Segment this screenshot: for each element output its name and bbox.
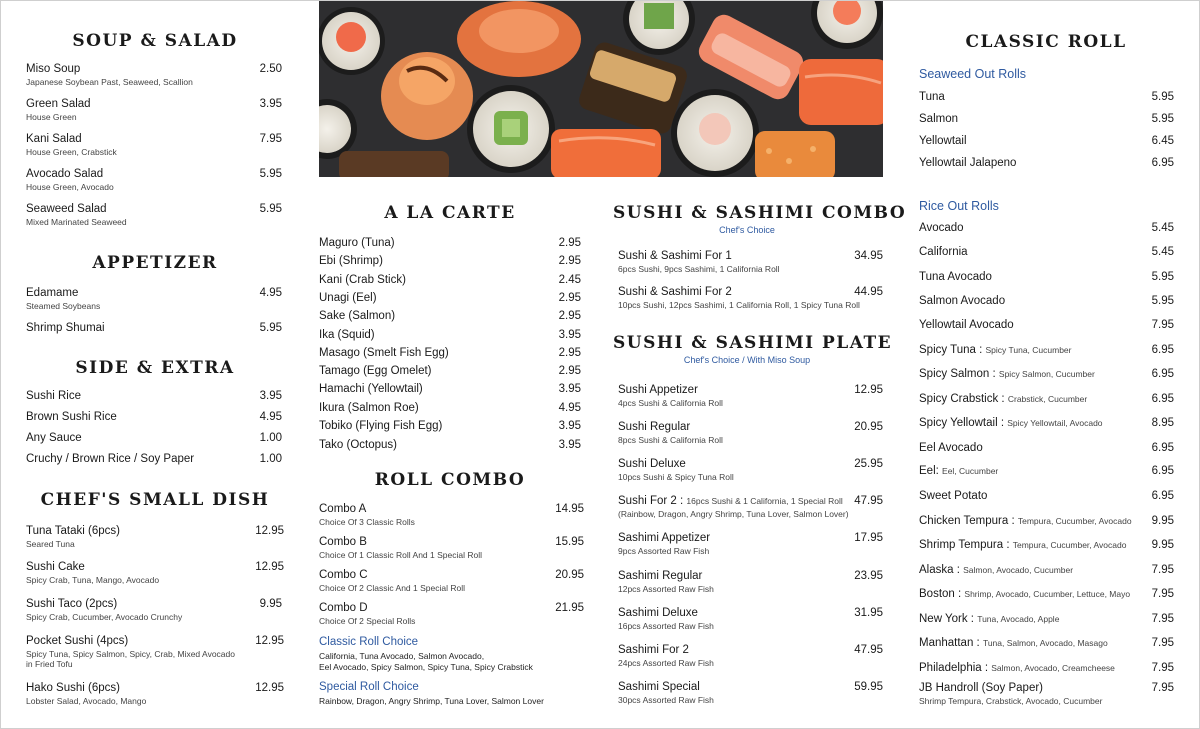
classic-roll-choice-line2: Eel Avocado, Spicy Salmon, Spicy Tuna, Spicy Crabstick (319, 662, 533, 672)
sushi-combo-note: Chef's Choice (719, 225, 775, 235)
soup-salad-title: SOUP & SALAD (72, 31, 238, 51)
special-roll-choice-label: Special Roll Choice (319, 681, 419, 693)
classic-roll-title: CLASSIC ROLL (965, 32, 1127, 52)
sushi-combo-title: SUSHI & SASHIMI COMBO (613, 203, 907, 223)
a-la-carte-title: A LA CARTE (384, 203, 516, 223)
menu-page: SOUP & SALAD Miso Soup 2.50 Japanese Soybean Past, Seaweed, Scallion Green Salad 3.95 House Green Kani Salad 7.95 House Green, Crabstick Avocado Salad 5.95 House Green, Avocado Seaweed Salad 5.95 Mixed Marinated Seaweed APPETIZER Edamame 4.95 Steamed Soybeans Shrimp Shumai 5.95 SIDE & EXTRA Sushi Rice 3.95 Brown Sushi Rice 4.95 Any Sauce 1.00 Cruchy / Brown Rice / Soy Paper 1.00 CHEF'S SMALL DISH Tuna Tataki (6pcs) 12.95 Seared Tuna Sushi Cake 12.95 Spicy Crab, Tuna, Mango, Avocado Sushi Taco (2pcs) 9.95 Spicy Crab, Cucumber, Avocado Crunchy Pocket Sushi (4pcs) 12.95 Spicy Tuna, Spicy Salmon, Spicy, Crab, Mixed Avocado in Fried Tofu Hako Sushi (6pcs) 12.95 Lobster Salad, Avocado, Mango A LA CARTE Maguro (Tuna) 2.95 Ebi (Shrimp) 2.95 Kani (Crab Stick) 2.45 Unagi (Eel) 2.95 Sake (Salmon) 2.95 Ika (Squid) 3.95 Masago (Smelt Fish Egg) 2.95 Tamago (Egg Omelet) 2.95 Hamachi (Yellowtail) 3.95 Ikura (Salmon Roe) 4.95 Tobiko (Flying Fish Egg) 3.95 Tako (Octopus) 3.95 ROLL COMBO Combo A 14.95 Choice Of 3 Classic Rolls Combo B 15.95 Choice Of 1 Classic Roll And 1 Special Roll Combo C 20.95 Choice Of 2 Classic And 1 Special Roll Combo D 21.95 Choice Of 2 Special Rolls Classic Roll Choice California, Tuna Avocado, Salmon Avocado, Eel Avocado, Spicy Salmon, Spicy Tuna, Spicy Crabstick Special Roll Choice Rainbow, Dragon, Angry Shrimp, Tuna Lover, Salmon Lover SUSHI & SASHIMI COMBO Chef's Choice Sushi & Sashimi For 1 34.95 6pcs Sushi, 9pcs Sashimi, 1 California Roll Sushi & Sashimi For 2 44.95 10pcs Sushi, 12pcs Sashimi, 1 California Roll, 1 Spicy Tuna Roll SUSHI & SASHIMI PLATE Chef's Choice / With Miso Soup Sushi Appetizer 12.95 4pcs Sushi & California Roll Sushi Regular 20.95 8pcs Sushi & California Roll Sushi Deluxe 25.95 10pcs Sushi & Spicy Tuna Roll Sushi For 2 : 16pcs Sushi & 1 California, 1 Special Roll 47.95 (Rainbow, Dragon, Angry Shrimp, Tuna Lover, Salmon Lover) Sashimi Appetizer 17.95 9pcs Assorted Raw Fish Sashimi Regular 23.95 12pcs Assorted Raw Fish Sashimi Deluxe 31.95 16pcs Assorted Raw Fish Sashimi For 2 47.95 24pcs Assorted Raw Fish Sashimi Special 59.95 30pcs Assorted Raw Fish CLASSIC ROLL Seaweed Out Rolls Tuna 5.95 Salmon 5.95 Yellowtail 6.45 Yellowtail Jalapeno 6.95 Rice Out Rolls Avocado 5.45 California 5.45 Tuna Avocado 5.95 Salmon Avocado 5.95 Yellowtail Avocado 7.95 Spicy Tuna : Spicy Tuna, Cucumber 6.95 Spicy Salmon : Spicy Salmon, Cucumber 6.95 Spicy Crabstick : Crabstick, Cucumber 6.95 Spicy Yellowtail : Spicy Yellowtail, Avocado 8.95 Eel Avocado 6.95 Eel: Eel, Cucumber 6.95 Sweet Potato 6.95 Chicken Tempura : Tempura, Cucumber, Avocado 9.95 Shrimp Tempura : Tempura, Cucumber, Avocado 9.95 Alaska : Salmon, Avocado, Cucumber 7.95 Boston : Shrimp, Avocado, Cucumber, Lettuce, Mayo 7.95 New York : Tuna, Avocado, Apple 7.95 Manhattan : Tuna, Salmon, Avocado, Masago 7.95 Philadelphia : Salmon, Avocado, Creamcheese 7.95 JB Handroll (Soy Paper) 7.95 Shrimp Tempura, Crabstick, Avocado, Cucumber (0, 0, 1200, 729)
appetizer-title: APPETIZER (92, 253, 218, 273)
roll-combo-title: ROLL COMBO (374, 470, 526, 490)
chef-small-title: CHEF'S SMALL DISH (40, 490, 270, 510)
special-roll-choice-line1: Rainbow, Dragon, Angry Shrimp, Tuna Lover, Salmon Lover (319, 696, 544, 706)
sushi-photo-image (319, 1, 883, 177)
side-extra-title: SIDE & EXTRA (75, 358, 235, 378)
sushi-plate-title: SUSHI & SASHIMI PLATE (613, 333, 893, 353)
sushi-photo (319, 1, 883, 177)
rice-out-rolls-label: Rice Out Rolls (919, 199, 999, 213)
classic-roll-choice-line1: California, Tuna Avocado, Salmon Avocado, (319, 651, 485, 661)
sushi-plate-note: Chef's Choice / With Miso Soup (683, 355, 811, 365)
seaweed-out-rolls-label: Seaweed Out Rolls (919, 67, 1027, 81)
classic-roll-choice-label: Classic Roll Choice (319, 636, 419, 648)
